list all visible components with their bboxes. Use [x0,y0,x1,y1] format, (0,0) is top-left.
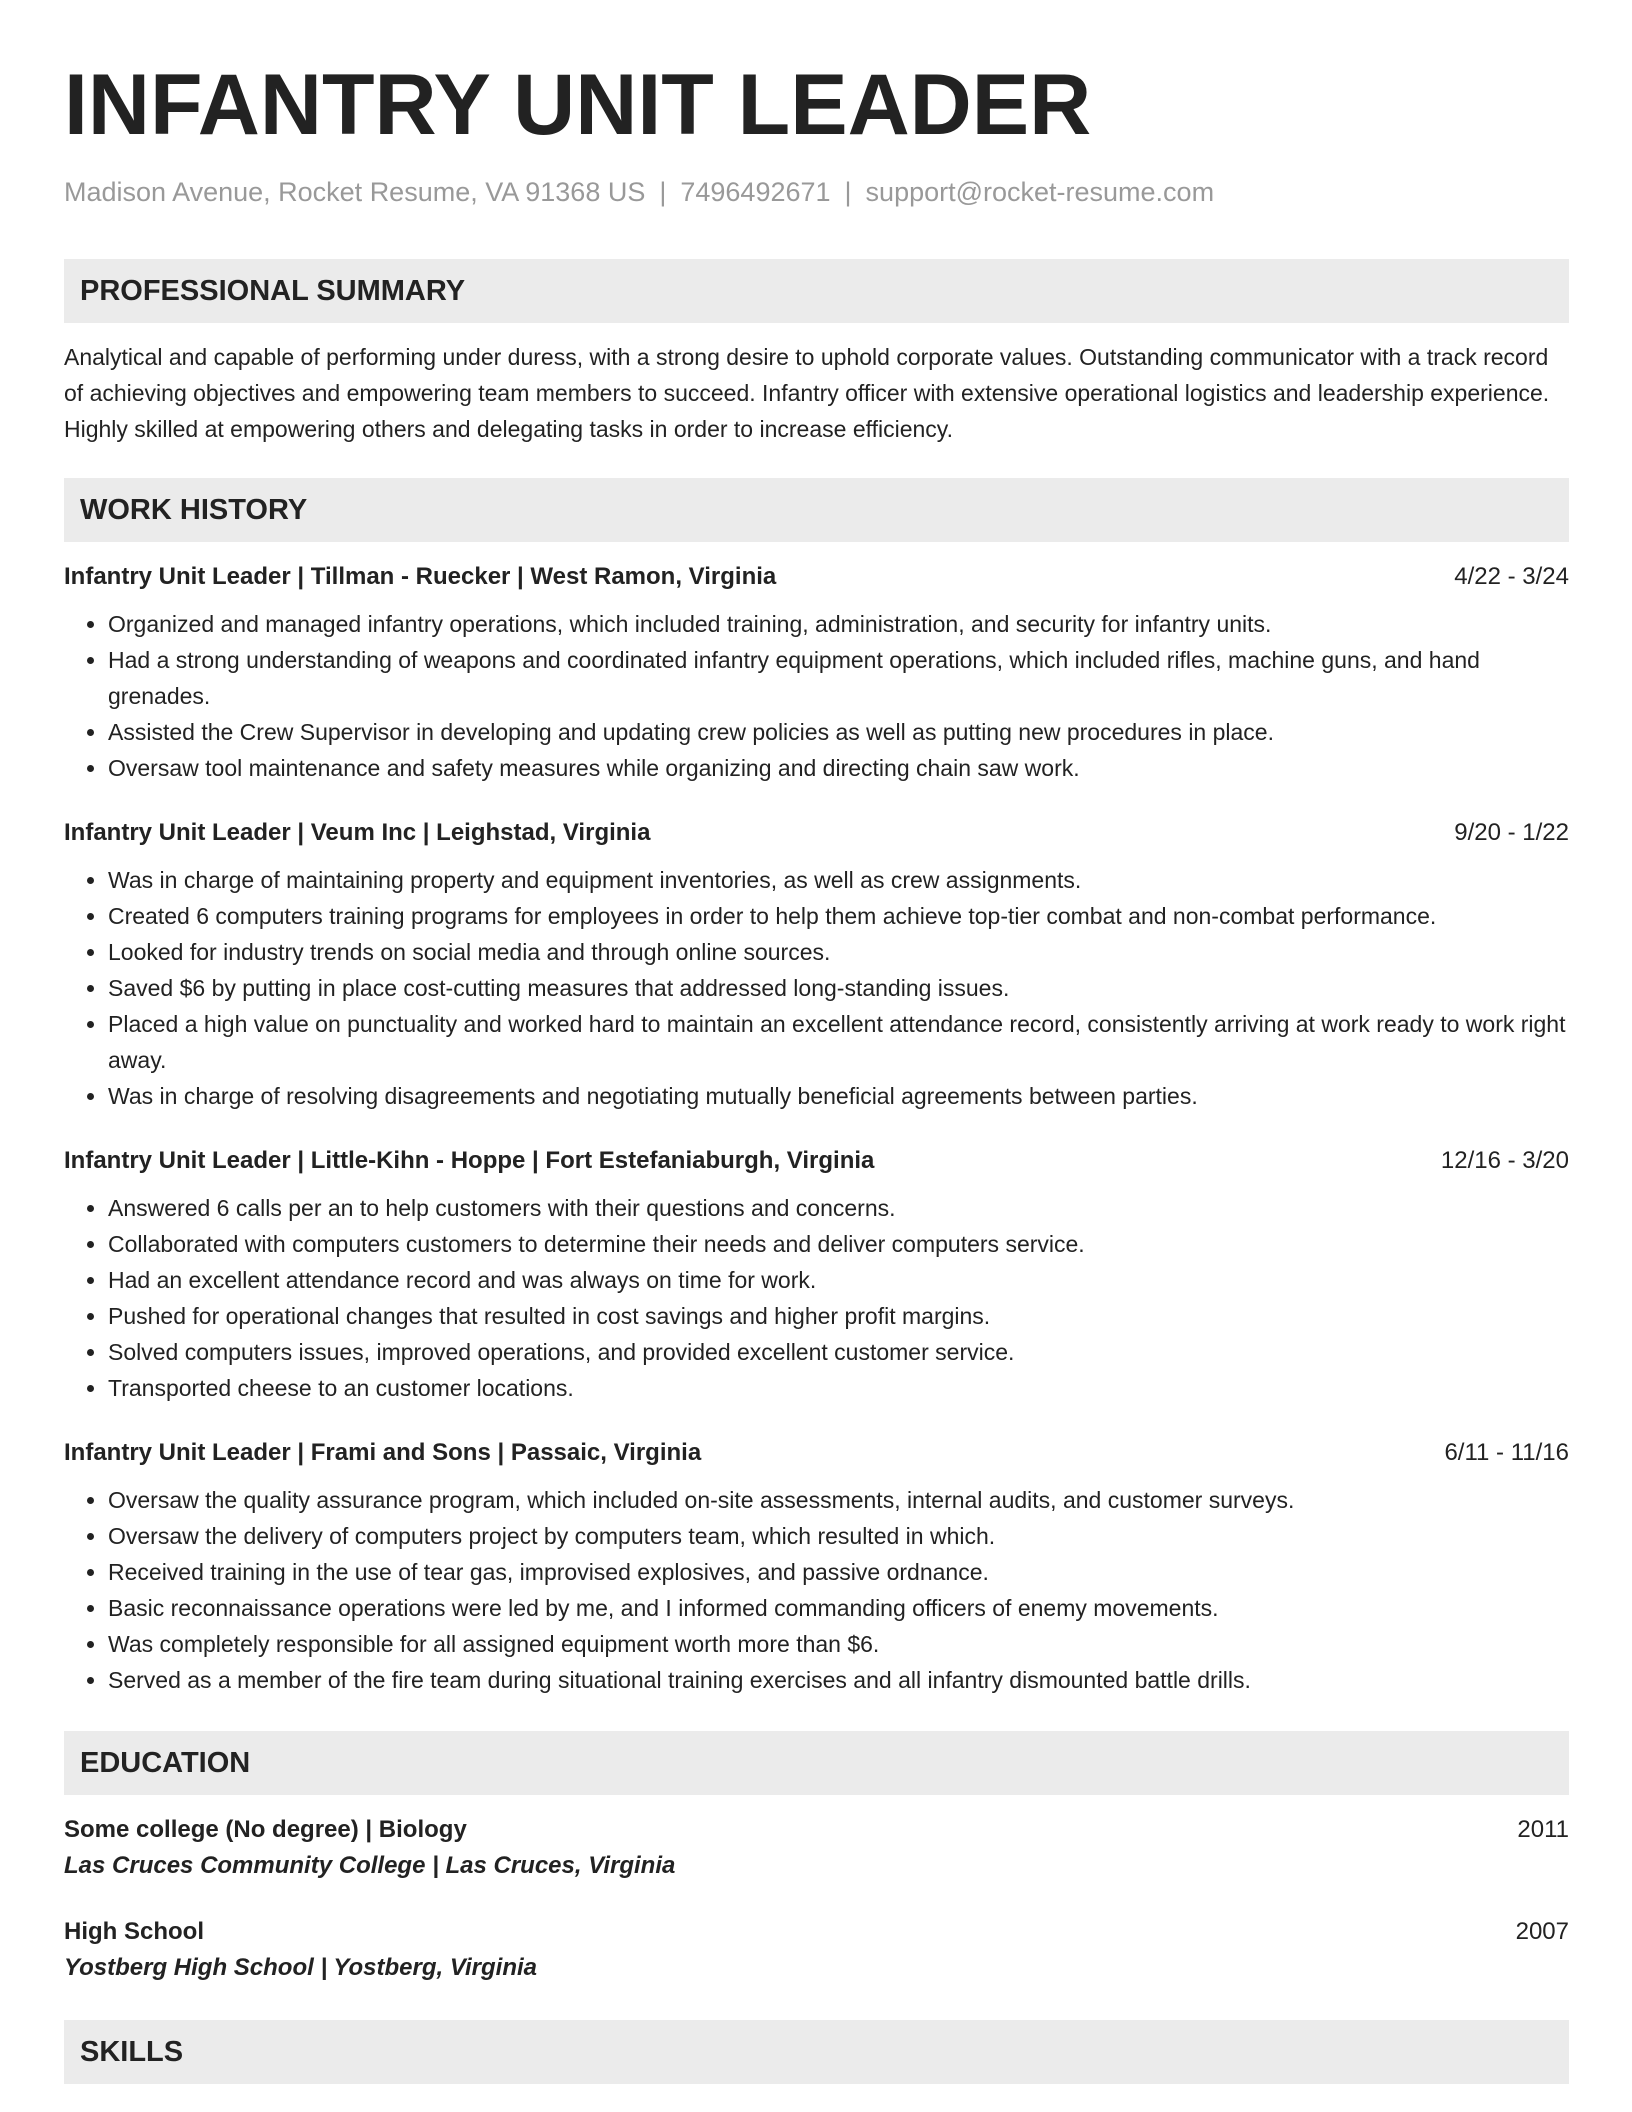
job-bullet: • Saved $6 by putting in place cost-cutting measures that addressed long-standing issues. [108,970,1569,1006]
contact-address: Madison Avenue, Rocket Resume, VA 91368 US [64,177,646,207]
job-dates: 6/11 - 11/16 [1444,1439,1569,1466]
job-header [64,560,1569,594]
job-bullet: • Had an excellent attendance record and was always on time for work. [108,1262,1569,1298]
job-bullet: • Created 6 computers training programs for employees in order to help them achieve top-tier combat and non-combat performance. [108,898,1569,934]
job-bullet: • Answered 6 calls per an to help customers with their questions and concerns. [108,1190,1569,1226]
job-dates: 4/22 - 3/24 [1454,563,1569,590]
job-title: Infantry Unit Leader | Veum Inc | Leighstad, Virginia [64,819,651,846]
section-heading-work-history: WORK HISTORY [64,478,1569,542]
job-dates: 12/16 - 3/20 [1440,1147,1569,1174]
education-header [64,1813,1569,1847]
education-header [64,1915,1569,1949]
job-bullet: • Pushed for operational changes that resulted in cost savings and higher profit margins. [108,1298,1569,1334]
job-bullet: • Basic reconnaissance operations were led by me, and I informed commanding officers of enemy movements. [108,1590,1569,1626]
education-school: Las Cruces Community College | Las Cruces, Virginia [64,1852,676,1879]
job-title: Infantry Unit Leader | Frami and Sons | Passaic, Virginia [64,1439,702,1466]
job-bullet: • Solved computers issues, improved operations, and provided excellent customer service. [108,1334,1569,1370]
job-entry [64,560,1569,786]
job-bullet: • Was in charge of maintaining property and equipment inventories, as well as crew assignments. [108,862,1569,898]
job-header [64,816,1569,850]
job-bullet: • Oversaw tool maintenance and safety measures while organizing and directing chain saw work. [108,750,1569,786]
job-entry [64,1436,1569,1698]
job-bullet: • Looked for industry trends on social media and through online sources. [108,934,1569,970]
job-entry [64,1144,1569,1406]
job-bullet: • Placed a high value on punctuality and worked hard to maintain an excellent attendance record, consistently arriving at work ready to work right away. [108,1006,1569,1078]
contact-email: support@rocket-resume.com [865,177,1215,207]
job-bullet: • Transported cheese to an customer locations. [108,1370,1569,1406]
section-heading-education: EDUCATION [64,1731,1569,1795]
job-bullet: • Oversaw the quality assurance program, which included on-site assessments, internal audits, and customer surveys. [108,1482,1569,1518]
education-year: 2011 [1517,1816,1569,1843]
section-heading-skills: SKILLS [64,2020,1569,2084]
resume-name-heading: INFANTRY UNIT LEADER [64,57,1092,153]
contact-line [64,176,1569,208]
education-degree: High School [64,1918,204,1945]
job-bullet-list [64,862,1569,1114]
job-bullet: • Served as a member of the fire team during situational training exercises and all infantry dismounted battle drills. [108,1662,1569,1698]
job-bullet-list [64,1190,1569,1406]
contact-separator: | [659,177,667,207]
job-bullet: • Had a strong understanding of weapons and coordinated infantry equipment operations, which included rifles, machine guns, and hand grenades. [108,642,1569,714]
education-entry [64,1915,1569,1987]
job-bullet-list [64,606,1569,786]
education-year: 2007 [1515,1918,1569,1945]
job-bullet: • Collaborated with computers customers to determine their needs and deliver computers service. [108,1226,1569,1262]
summary-text: Analytical and capable of performing under duress, with a strong desire to uphold corporate values. Outstanding communicator with a track record of achieving objectives and empowering team members to succeed. Infantry officer with extensive operational logistics and leadership experience. Highly skilled at empowering others and delegating tasks in order to increase efficiency. [64,344,1550,442]
job-title: Infantry Unit Leader | Little-Kihn - Hoppe | Fort Estefaniaburgh, Virginia [64,1147,875,1174]
job-bullet: • Was completely responsible for all assigned equipment worth more than $6. [108,1626,1569,1662]
job-bullet: • Received training in the use of tear gas, improvised explosives, and passive ordnance. [108,1554,1569,1590]
job-bullet-list [64,1482,1569,1698]
contact-phone: 7496492671 [680,177,831,207]
section-heading-summary: PROFESSIONAL SUMMARY [64,259,1569,323]
job-entry [64,816,1569,1114]
job-bullet: • Assisted the Crew Supervisor in developing and updating crew policies as well as putting new procedures in place. [108,714,1569,750]
job-header [64,1436,1569,1470]
job-bullet: • Oversaw the delivery of computers project by computers team, which resulted in which. [108,1518,1569,1554]
education-entry [64,1813,1569,1885]
education-school: Yostberg High School | Yostberg, Virginia [64,1954,537,1981]
job-bullet: • Was in charge of resolving disagreements and negotiating mutually beneficial agreements between parties. [108,1078,1569,1114]
job-header [64,1144,1569,1178]
job-title: Infantry Unit Leader | Tillman - Ruecker | West Ramon, Virginia [64,563,777,590]
education-degree: Some college (No degree) | Biology [64,1816,467,1843]
job-bullet: • Organized and managed infantry operations, which included training, administration, and security for infantry units. [108,606,1569,642]
contact-separator: | [844,177,852,207]
job-dates: 9/20 - 1/22 [1454,819,1569,846]
